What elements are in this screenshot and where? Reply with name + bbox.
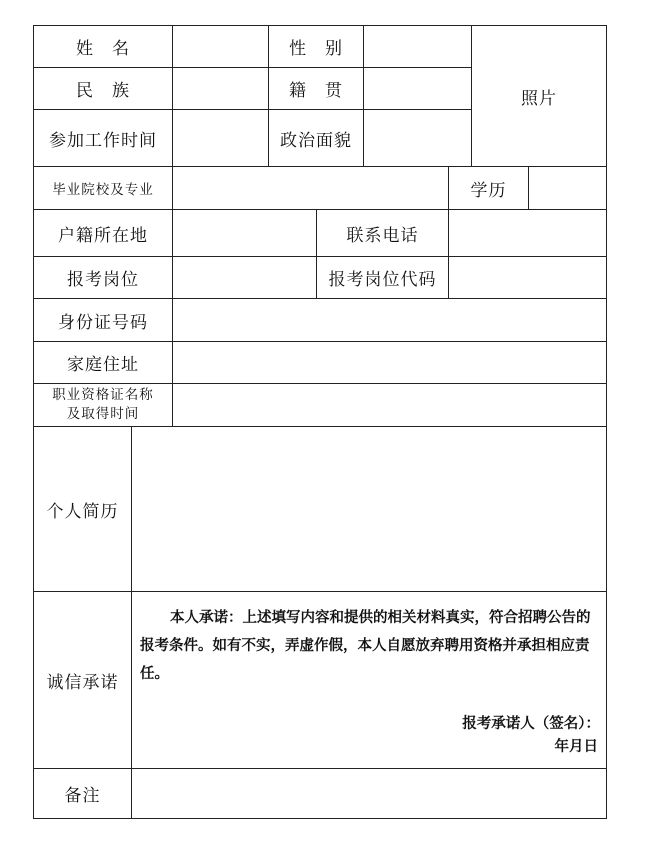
remarks-label: 备注 (64, 786, 101, 806)
pledge-text: 本人承诺：上述填写内容和提供的相关材料真实，符合招聘公告的报考条件。如有不实，弄虚作假，本人自愿放弃聘用资格并承担相应责任。 (140, 610, 591, 682)
hukou-field[interactable] (173, 210, 316, 256)
photo-box[interactable]: 照片 (521, 88, 557, 109)
native-place-label: 籍 贯 (289, 81, 343, 101)
position-code-label: 报考岗位代码 (328, 270, 437, 290)
resume-label: 个人简历 (46, 501, 119, 522)
pledge-date[interactable]: 年月日 (554, 739, 598, 755)
address-field[interactable] (173, 342, 606, 383)
work-start-field[interactable] (173, 110, 268, 166)
position-label: 报考岗位 (67, 270, 139, 290)
ethnicity-field[interactable] (173, 68, 268, 109)
phone-field[interactable] (449, 210, 606, 256)
ethnicity-label: 民 族 (76, 81, 130, 101)
phone-label: 联系电话 (346, 225, 419, 246)
name-label: 姓 名 (76, 39, 130, 59)
name-field[interactable] (173, 26, 268, 67)
school-major-label: 毕业院校及专业 (52, 182, 154, 198)
education-field[interactable] (529, 167, 606, 209)
qualification-label-line1: 职业资格证名称 (52, 387, 154, 403)
qualification-label (34, 384, 172, 426)
education-label: 学历 (470, 180, 507, 201)
resume-field[interactable] (132, 427, 606, 591)
gender-field[interactable] (364, 26, 471, 67)
pledge-signer[interactable]: 报考承诺人（签名）： (462, 716, 600, 732)
integrity-label: 诚信承诺 (46, 672, 119, 693)
gender-label: 性 别 (289, 39, 343, 59)
pledge-text-block (140, 604, 596, 688)
native-place-field[interactable] (364, 68, 471, 109)
qualification-field[interactable] (173, 384, 606, 426)
hukou-label: 户籍所在地 (58, 225, 148, 246)
work-start-label: 参加工作时间 (49, 130, 157, 151)
id-number-field[interactable] (173, 299, 606, 341)
remarks-field[interactable] (132, 769, 606, 818)
address-label: 家庭住址 (67, 355, 139, 375)
school-major-field[interactable] (173, 167, 448, 209)
position-field[interactable] (173, 257, 316, 298)
qualification-label-line2: 及取得时间 (66, 406, 140, 422)
political-status-field[interactable] (364, 110, 471, 166)
position-code-field[interactable] (449, 257, 606, 298)
id-number-label: 身份证号码 (58, 312, 148, 333)
political-status-label: 政治面貌 (280, 130, 352, 151)
